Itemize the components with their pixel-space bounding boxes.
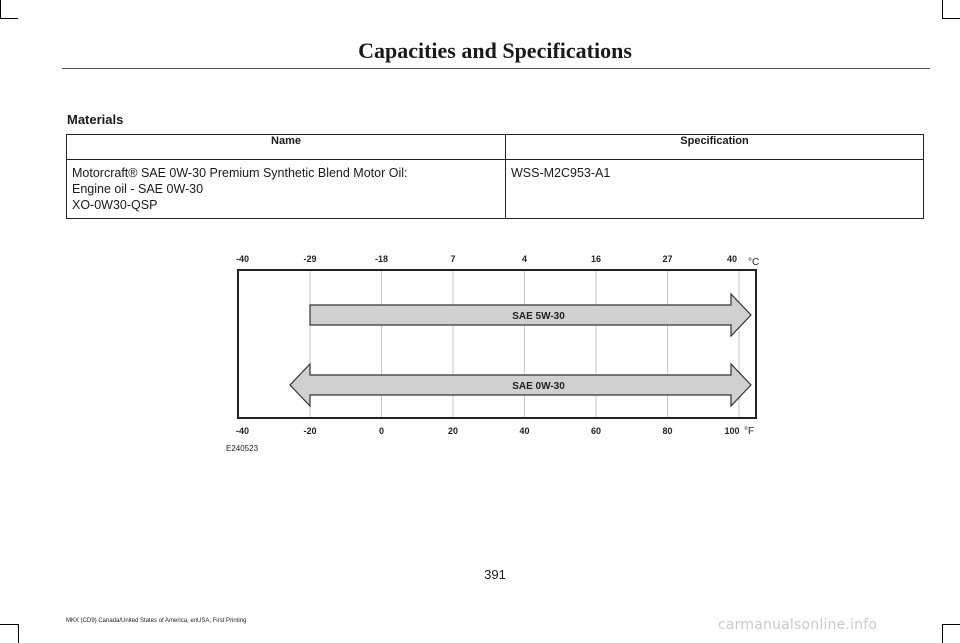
section-heading: Materials [67, 112, 124, 127]
page-title: Capacities and Specifications [358, 38, 632, 63]
table-header-row [67, 135, 924, 160]
crop-mark [0, 624, 18, 625]
celsius-tick-label: 7 [450, 254, 456, 264]
celsius-tick-label: -29 [303, 254, 317, 264]
fahrenheit-unit-label: °F [744, 426, 755, 437]
column-header-specification: Specification [506, 135, 924, 160]
crop-mark [942, 624, 960, 625]
celsius-tick-label: 16 [590, 254, 602, 264]
fahrenheit-tick-label: 20 [447, 426, 459, 436]
cell-name-line: Motorcraft® SAE 0W-30 Premium Synthetic Blend Motor Oil: [72, 166, 408, 180]
crop-mark [0, 18, 18, 19]
celsius-tick-label: -18 [374, 254, 389, 264]
celsius-tick-label: 27 [662, 254, 673, 264]
chart-svg [226, 248, 766, 458]
oil-viscosity-chart [226, 248, 766, 458]
title-divider [62, 68, 930, 69]
celsius-tick-label: 40 [726, 254, 738, 264]
celsius-tick-label: -40 [236, 254, 250, 264]
cell-name-line: Engine oil - SAE 0W-30 [72, 182, 204, 196]
viscosity-bar-label: SAE 0W-30 [512, 381, 565, 392]
fahrenheit-tick-label: -20 [303, 426, 317, 436]
fahrenheit-tick-label: 40 [519, 426, 530, 436]
crop-mark [942, 0, 943, 18]
cell-name [67, 160, 506, 219]
materials-table [66, 134, 924, 219]
page-number: 391 [484, 567, 506, 582]
table-row [67, 160, 924, 219]
celsius-tick-label: 4 [521, 254, 528, 264]
viscosity-bar-label: SAE 5W-30 [512, 311, 565, 322]
watermark: carmanualsonline.info [718, 617, 878, 633]
fahrenheit-tick-label: 80 [662, 426, 673, 436]
figure-id: E240523 [226, 444, 259, 453]
printing-info: MKX (CD9) Canada/United States of America, enUSA, First Printing [66, 618, 247, 624]
fahrenheit-tick-label: 60 [590, 426, 602, 436]
fahrenheit-tick-label: 0 [378, 426, 385, 436]
crop-mark [18, 624, 19, 643]
crop-mark [0, 0, 1, 18]
crop-mark [942, 624, 943, 643]
column-header-name: Name [67, 135, 506, 160]
celsius-unit-label: °C [748, 257, 760, 268]
chart-frame [238, 270, 756, 418]
cell-specification: WSS-M2C953-A1 [506, 160, 924, 219]
fahrenheit-tick-label: 100 [724, 426, 740, 436]
crop-mark [942, 18, 960, 19]
fahrenheit-tick-label: -40 [236, 426, 250, 436]
cell-name-line: XO-0W30-QSP [72, 198, 158, 212]
